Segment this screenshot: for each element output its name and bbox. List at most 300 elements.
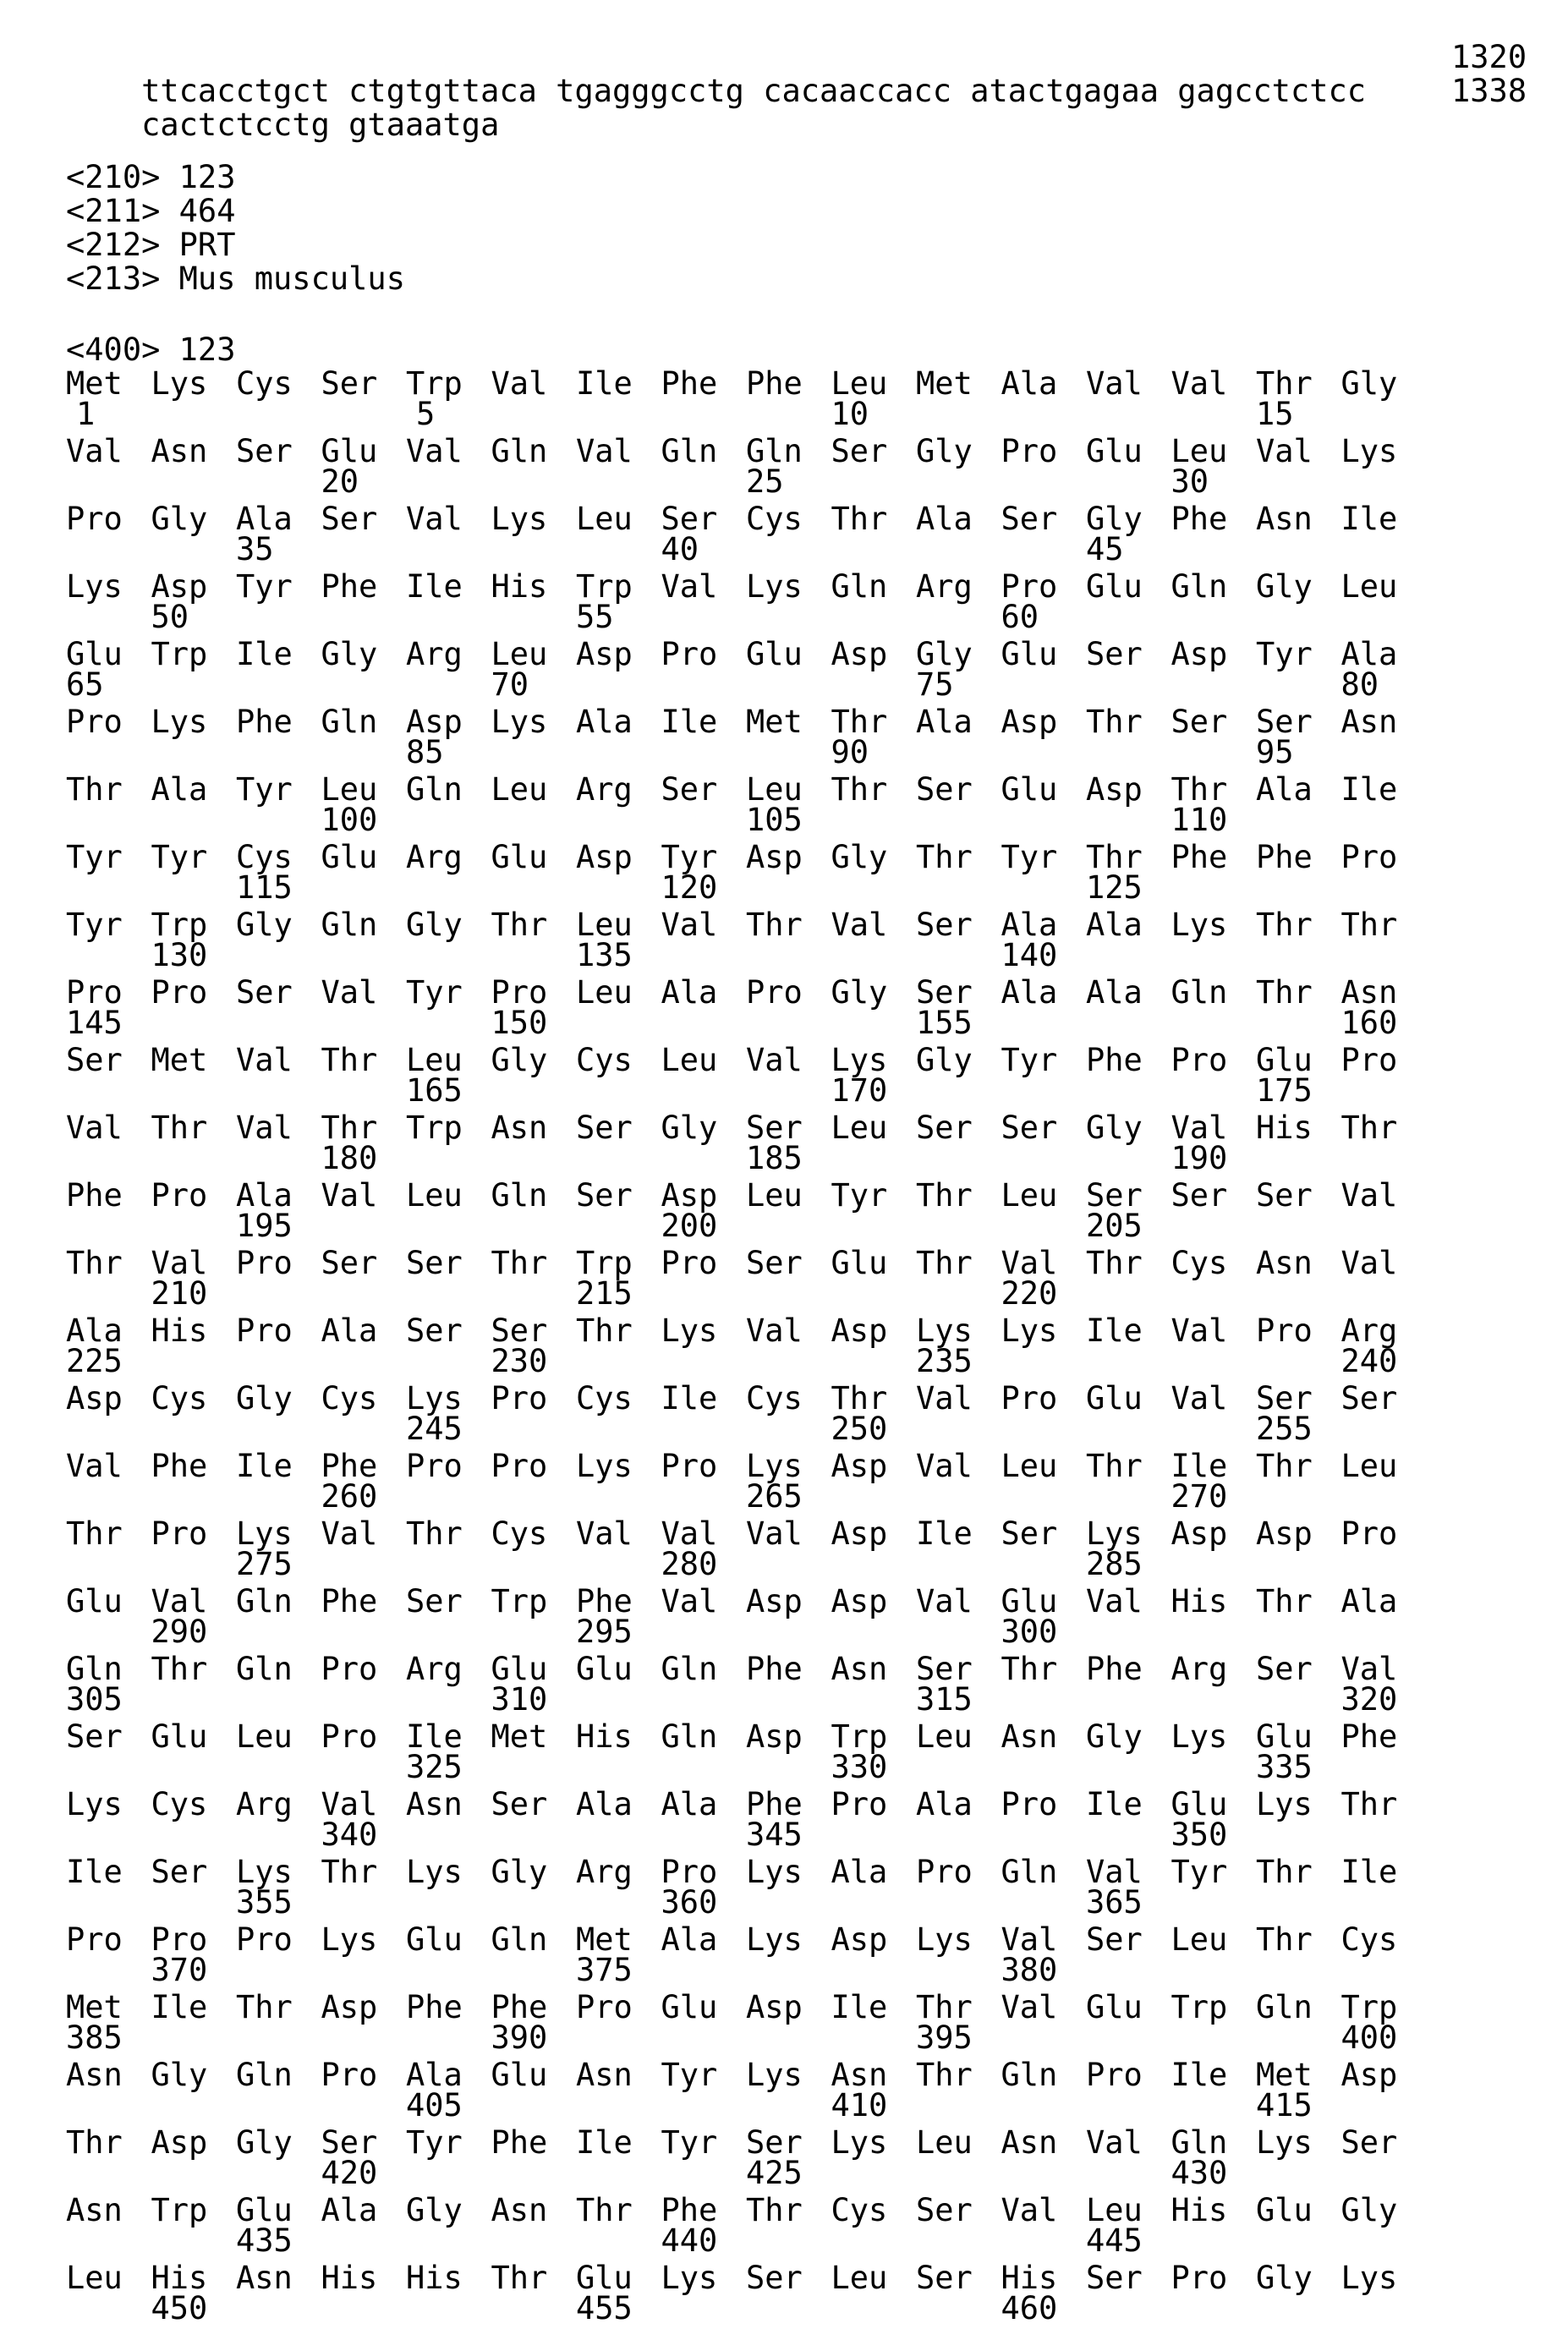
residue-position-number: 385 [66, 2019, 123, 2056]
residue-position-number: 345 [746, 1817, 803, 1853]
residue: Ala [661, 974, 718, 1011]
residue: Lys [151, 704, 208, 740]
residue: Pro [746, 974, 803, 1011]
residue: Lys [491, 704, 548, 740]
residue: Ala [1340, 1583, 1398, 1619]
residue-row [66, 705, 1568, 773]
residue: Val [661, 568, 718, 605]
residue: Cys [831, 2192, 888, 2228]
residue-position-number: 340 [321, 1817, 378, 1853]
residue: Cys [491, 1515, 548, 1552]
residue: Ile [236, 636, 293, 672]
residue: Thr [916, 1177, 973, 1214]
residue: Pro [406, 1448, 463, 1484]
residue: Asn [1340, 974, 1398, 1011]
residue-position-number: 20 [321, 463, 359, 500]
residue-position-number: 250 [831, 1411, 888, 1447]
residue: Ser [1256, 1380, 1313, 1417]
residue-position-number: 175 [1256, 1072, 1313, 1109]
residue: Pro [66, 501, 123, 537]
residue: Leu [916, 1718, 973, 1755]
residue-position-number: 435 [236, 2222, 293, 2259]
residue-position-number: 295 [576, 1614, 633, 1650]
residue: Glu [1001, 771, 1058, 808]
residue: Thr [1340, 1110, 1398, 1146]
residue-row [66, 1382, 1568, 1449]
residue: Val [916, 1380, 973, 1417]
residue: Val [151, 1583, 208, 1619]
residue: Thr [491, 907, 548, 943]
residue: His [576, 1718, 633, 1755]
organism-field: <213> Mus musculus [66, 260, 405, 297]
residue: Thr [1086, 704, 1143, 740]
residue: Ser [406, 1583, 463, 1619]
residue-position-number: 420 [321, 2155, 378, 2191]
residue: Thr [916, 2057, 973, 2093]
residue: Asn [831, 1651, 888, 1687]
residue: Ala [66, 1312, 123, 1349]
residue: Val [1171, 1380, 1228, 1417]
residue: Phe [66, 1177, 123, 1214]
residue: Ser [1001, 501, 1058, 537]
residue: Glu [1086, 1380, 1143, 1417]
residue: Lys [661, 1312, 718, 1349]
residue: Asp [151, 2124, 208, 2161]
residue: Tyr [406, 974, 463, 1011]
residue: Phe [491, 2124, 548, 2161]
residue-row [66, 367, 1568, 435]
residue: Ile [916, 1515, 973, 1552]
residue: Glu [321, 433, 378, 469]
residue-position-number: 280 [661, 1546, 718, 1582]
residue: Tyr [661, 839, 718, 875]
residue: Thr [916, 1989, 973, 2025]
residue: Leu [406, 1177, 463, 1214]
residue: Asn [236, 2260, 293, 2296]
residue: Thr [151, 1110, 208, 1146]
residue: Lys [1086, 1515, 1143, 1552]
residue-position-number: 215 [576, 1275, 633, 1312]
residue: Arg [406, 636, 463, 672]
residue: Trp [151, 907, 208, 943]
residue: Arg [406, 839, 463, 875]
residue: Val [236, 1110, 293, 1146]
residue-position-number: 55 [576, 599, 614, 635]
residue: Ala [831, 1854, 888, 1890]
residue: Val [1086, 1583, 1143, 1619]
residue-position-number: 190 [1171, 1140, 1228, 1176]
residue: Asp [321, 1989, 378, 2025]
residue-position-number: 315 [916, 1681, 973, 1718]
residue-row [66, 638, 1568, 705]
residue-position-number: 450 [151, 2290, 208, 2326]
residue: Leu [1001, 1448, 1058, 1484]
residue-row [66, 1855, 1568, 1923]
residue: Ser [406, 1312, 463, 1349]
residue: Ser [916, 2192, 973, 2228]
residue: Pro [661, 1448, 718, 1484]
residue: Val [321, 974, 378, 1011]
residue: Ala [916, 1786, 973, 1822]
residue: Val [576, 1515, 633, 1552]
residue: Cys [236, 839, 293, 875]
residue: Phe [491, 1989, 548, 2025]
residue: Val [1086, 365, 1143, 402]
residue: Val [661, 907, 718, 943]
residue-row [66, 1044, 1568, 1111]
residue-position-number: 25 [746, 463, 784, 500]
residue: Ser [746, 1245, 803, 1281]
residue: Thr [831, 1380, 888, 1417]
residue-position-number: 350 [1171, 1817, 1228, 1853]
residue-position-number: 85 [406, 734, 444, 770]
residue: Thr [1256, 974, 1313, 1011]
residue: Cys [576, 1042, 633, 1078]
residue-row [66, 1991, 1568, 2058]
residue: Gln [661, 1651, 718, 1687]
residue: Glu [661, 1989, 718, 2025]
residue-row [66, 435, 1568, 502]
residue: Thr [1171, 771, 1228, 808]
residue: Gln [1001, 2057, 1058, 2093]
residue: Leu [1086, 2192, 1143, 2228]
residue: Thr [236, 1989, 293, 2025]
residue-position-number: 260 [321, 1478, 378, 1515]
residue-position-number: 160 [1340, 1005, 1398, 1041]
residue: Thr [1256, 1854, 1313, 1890]
residue: Tyr [1001, 839, 1058, 875]
nucleotide-position: 1320 [1451, 39, 1527, 75]
residue: Gly [1086, 501, 1143, 537]
residue-position-number: 140 [1001, 937, 1058, 973]
residue: Asn [151, 433, 208, 469]
residue: Ile [1086, 1312, 1143, 1349]
residue-position-number: 185 [746, 1140, 803, 1176]
residue: Ser [746, 2260, 803, 2296]
residue: Met [1256, 2057, 1313, 2093]
residue: Ser [916, 1651, 973, 1687]
residue: Val [916, 1448, 973, 1484]
residue: Gly [1340, 365, 1398, 402]
residue: Glu [236, 2192, 293, 2228]
residue: Gly [236, 907, 293, 943]
residue: Asn [66, 2192, 123, 2228]
residue: Ser [1086, 1921, 1143, 1958]
residue: Leu [1171, 433, 1228, 469]
residue-position-number: 275 [236, 1546, 293, 1582]
residue: Asp [1171, 1515, 1228, 1552]
residue: Tyr [661, 2124, 718, 2161]
residue-row [66, 1247, 1568, 1314]
residue: Met [66, 1989, 123, 2025]
residue: Gln [406, 771, 463, 808]
residue: Asp [746, 1583, 803, 1619]
residue: Pro [1086, 2057, 1143, 2093]
residue: His [1001, 2260, 1058, 2296]
residue: Tyr [66, 907, 123, 943]
residue: Ser [831, 433, 888, 469]
residue: Ala [1001, 907, 1058, 943]
spacer [66, 296, 1568, 333]
residue: Thr [1256, 907, 1313, 943]
residue: Pro [1001, 433, 1058, 469]
residue: Leu [1340, 568, 1398, 605]
residue: Tyr [1256, 636, 1313, 672]
residue: Gly [661, 1110, 718, 1146]
residue: His [1171, 2192, 1228, 2228]
sequence-listing-page [66, 41, 1568, 2329]
residue: Ser [1086, 1177, 1143, 1214]
residue: Gly [831, 839, 888, 875]
residue: Met [576, 1921, 633, 1958]
residue: Gln [746, 433, 803, 469]
residue: Glu [66, 1583, 123, 1619]
residue: Thr [321, 1854, 378, 1890]
residue: Glu [1256, 1042, 1313, 1078]
residue: Pro [1256, 1312, 1313, 1349]
residue: Ile [1340, 771, 1398, 808]
residue: Gly [491, 1854, 548, 1890]
residue: Gly [916, 636, 973, 672]
residue: Phe [406, 1989, 463, 2025]
residue-position-number: 455 [576, 2290, 633, 2326]
residue: Lys [236, 1515, 293, 1552]
residue: Phe [661, 365, 718, 402]
residue: Asn [1256, 1245, 1313, 1281]
residue: Glu [831, 1245, 888, 1281]
residue: Gly [1086, 1110, 1143, 1146]
residue-position-number: 125 [1086, 869, 1143, 906]
residue: Thr [491, 1245, 548, 1281]
residue-row [66, 2126, 1568, 2194]
residue: Phe [321, 1583, 378, 1619]
residue: Leu [66, 2260, 123, 2296]
residue: Pro [1340, 1042, 1398, 1078]
residue: Asp [1086, 771, 1143, 808]
residue: Ala [1256, 771, 1313, 808]
residue: Ser [916, 974, 973, 1011]
residue: Met [491, 1718, 548, 1755]
residue: Val [1340, 1651, 1398, 1687]
residue: Asp [831, 1921, 888, 1958]
residue: Gly [491, 1042, 548, 1078]
residue: Ser [151, 1854, 208, 1890]
residue: Val [1340, 1245, 1398, 1281]
residue: Ala [321, 2192, 378, 2228]
residue: Gln [661, 1718, 718, 1755]
residue: Asn [1001, 2124, 1058, 2161]
residue-position-number: 265 [746, 1478, 803, 1515]
length-field: <211> 464 [66, 193, 236, 229]
residue: Trp [406, 365, 463, 402]
residue-position-number: 380 [1001, 1952, 1058, 1988]
residue: Pro [236, 1312, 293, 1349]
residue: Glu [1256, 2192, 1313, 2228]
residue: Arg [1340, 1312, 1398, 1349]
residue-position-number: 115 [236, 869, 293, 906]
residue: Asp [576, 636, 633, 672]
residue-position-number: 90 [831, 734, 869, 770]
residue: Gly [1340, 2192, 1398, 2228]
residue: Ile [66, 1854, 123, 1890]
residue: Arg [916, 568, 973, 605]
residue: Glu [491, 2057, 548, 2093]
residue-row [66, 1111, 1568, 1179]
residue-position-number: 460 [1001, 2290, 1058, 2326]
residue: Pro [66, 974, 123, 1011]
residue: Phe [1086, 1651, 1143, 1687]
residue-position-number: 425 [746, 2155, 803, 2191]
residue: Val [1001, 2192, 1058, 2228]
residue-position-number: 155 [916, 1005, 973, 1041]
residue: Asp [831, 1583, 888, 1619]
residue: Tyr [831, 1177, 888, 1214]
residue: Gly [236, 2124, 293, 2161]
residue: Leu [236, 1718, 293, 1755]
residue: Leu [576, 501, 633, 537]
residue: Ser [1001, 1110, 1058, 1146]
residue: His [151, 1312, 208, 1349]
residue-row [66, 1788, 1568, 1855]
residue: Ile [1086, 1786, 1143, 1822]
residue: Lys [916, 1312, 973, 1349]
residue: Pro [1171, 2260, 1228, 2296]
residue: Glu [406, 1921, 463, 1958]
residue: Tyr [236, 771, 293, 808]
residue-position-number: 270 [1171, 1478, 1228, 1515]
residue: Ser [1001, 1515, 1058, 1552]
residue: Val [406, 433, 463, 469]
residue-block [66, 367, 1568, 2329]
residue: Ala [661, 1921, 718, 1958]
residue: Ser [321, 501, 378, 537]
residue: Asn [1001, 1718, 1058, 1755]
residue-position-number: 210 [151, 1275, 208, 1312]
nucleotide-text: ttcacctgct ctgtgttaca tgagggcctg cacaaccacc atactgagaa gagcctctcc [141, 73, 1367, 109]
residue: Thr [746, 907, 803, 943]
residue: Lys [1256, 1786, 1313, 1822]
residue: Trp [151, 636, 208, 672]
residue: Val [1001, 1921, 1058, 1958]
residue: Asn [1256, 501, 1313, 537]
residue-position-number: 180 [321, 1140, 378, 1176]
residue: His [321, 2260, 378, 2296]
residue: Ala [1001, 974, 1058, 1011]
residue: Ser [1256, 1651, 1313, 1687]
residue: Ile [236, 1448, 293, 1484]
residue: Tyr [236, 568, 293, 605]
residue: Glu [1086, 1989, 1143, 2025]
residue-position-number: 120 [661, 869, 718, 906]
residue: Ser [491, 1786, 548, 1822]
residue: Gln [321, 907, 378, 943]
residue: Phe [746, 1651, 803, 1687]
residue-position-number: 370 [151, 1952, 208, 1988]
residue-position-number: 75 [916, 666, 954, 703]
residue: Asp [1340, 2057, 1398, 2093]
residue: Ala [1340, 636, 1398, 672]
residue: Val [151, 1245, 208, 1281]
residue: Asp [831, 636, 888, 672]
residue: Val [661, 1583, 718, 1619]
residue: Trp [831, 1718, 888, 1755]
residue: Arg [576, 771, 633, 808]
residue: His [491, 568, 548, 605]
residue: Thr [66, 2124, 123, 2161]
residue: Ile [1340, 501, 1398, 537]
residue: Val [661, 1515, 718, 1552]
residue: Gly [1256, 568, 1313, 605]
residue: Ser [661, 501, 718, 537]
residue-position-number: 220 [1001, 1275, 1058, 1312]
residue: Pro [491, 1448, 548, 1484]
residue-position-number: 355 [236, 1884, 293, 1921]
residue: Gly [406, 2192, 463, 2228]
residue: Pro [66, 1921, 123, 1958]
residue: Glu [491, 1651, 548, 1687]
residue-row [66, 1314, 1568, 1382]
residue: Val [916, 1583, 973, 1619]
residue: Glu [576, 1651, 633, 1687]
residue: Gly [1086, 1718, 1143, 1755]
residue: Leu [661, 1042, 718, 1078]
residue: Val [1340, 1177, 1398, 1214]
residue: Thr [916, 1245, 973, 1281]
residue-position-number: 195 [236, 1208, 293, 1244]
residue-position-number: 165 [406, 1072, 463, 1109]
residue-position-number: 415 [1256, 2087, 1313, 2124]
residue: Lys [1340, 433, 1398, 469]
residue: Gly [321, 636, 378, 672]
residue-row [66, 1179, 1568, 1247]
residue: Phe [746, 365, 803, 402]
residue: Lys [831, 1042, 888, 1078]
residue: Ile [661, 1380, 718, 1417]
residue: Ile [576, 365, 633, 402]
residue: Lys [1171, 1718, 1228, 1755]
residue: Gly [916, 433, 973, 469]
residue: Val [576, 433, 633, 469]
residue: Gln [491, 1177, 548, 1214]
residue: Asn [831, 2057, 888, 2093]
residue: Leu [406, 1042, 463, 1078]
residue: Ala [151, 771, 208, 808]
residue: Gln [831, 568, 888, 605]
residue-position-number: 110 [1171, 802, 1228, 838]
residue: Cys [151, 1786, 208, 1822]
residue-row [66, 908, 1568, 976]
residue: Lys [576, 1448, 633, 1484]
residue: Asp [831, 1448, 888, 1484]
residue: Pro [661, 1854, 718, 1890]
residue: Pro [236, 1921, 293, 1958]
residue-position-number: 335 [1256, 1749, 1313, 1785]
residue: Lys [406, 1854, 463, 1890]
residue-row [66, 2058, 1568, 2126]
residue: His [151, 2260, 208, 2296]
residue: Ser [321, 1245, 378, 1281]
residue-position-number: 310 [491, 1681, 548, 1718]
residue: Lys [746, 1854, 803, 1890]
residue: Ile [1171, 1448, 1228, 1484]
residue-position-number: 440 [661, 2222, 718, 2259]
residue: Ser [746, 1110, 803, 1146]
residue: Asn [491, 2192, 548, 2228]
residue: Pro [576, 1989, 633, 2025]
residue: Ser [1171, 1177, 1228, 1214]
residue: Ala [1001, 365, 1058, 402]
residue: Val [321, 1177, 378, 1214]
